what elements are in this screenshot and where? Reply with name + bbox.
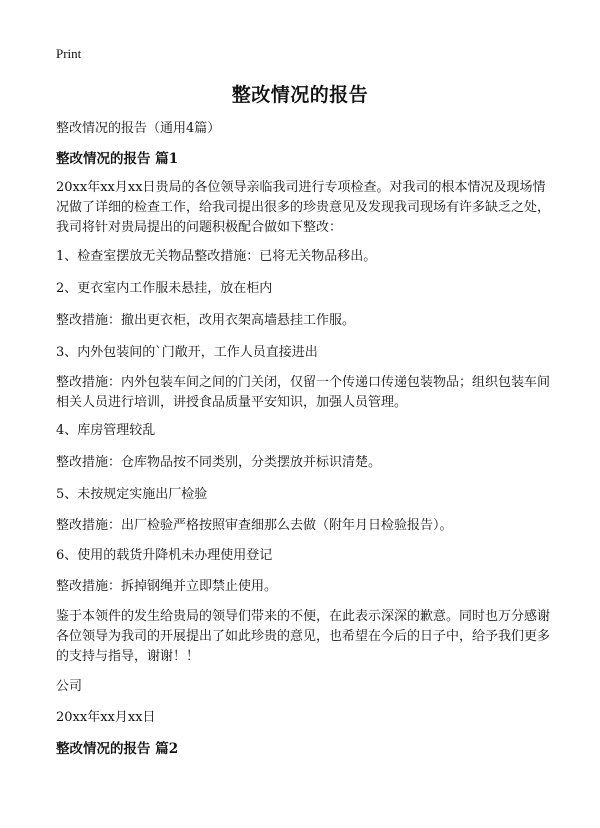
section-heading-1: 整改情况的报告 篇1 [56, 151, 179, 167]
closing-paragraph: 鉴于本领件的发生给贵局的领导们带来的不便，在此表示深深的歉意。同时也万分感谢各位领导为我司的开展提出了如此珍贵的意见，也希望在今后的日子中，给予我们更多的支持与指导，谢谢！！ [56, 609, 551, 664]
list-item-3: 3、内外包装间的`门敞开，工作人员直接进出 [56, 345, 318, 360]
document-subtitle: 整改情况的报告（通用4篇） [56, 121, 221, 136]
intro-paragraph: 20xx年xx月xx日贵局的各位领导亲临我司进行专项检查。对我司的根本情况及现场情况做了详细的检查工作，给我司提出很多的珍贵意见及发现我司现场有许多缺乏之处，我司将针对贵局提出的问题积极配合做如下整改： [56, 180, 551, 235]
page-title: 整改情况的报告 [231, 84, 369, 106]
print-link[interactable]: Print [56, 46, 82, 61]
measure-paragraph-2: 整改措施：撤出更衣柜，改用衣架高墙悬挂工作服。 [56, 313, 356, 328]
measure-paragraph-4: 整改措施：仓库物品按不同类别，分类摆放并标识清楚。 [56, 455, 382, 470]
list-item-2: 2、更衣室内工作服未悬挂，放在柜内 [56, 281, 273, 296]
date-line: 20xx年xx月xx日 [56, 710, 156, 725]
measure-paragraph-5: 整改措施：出厂检验严格按照审查细那么去做（附年月日检验报告）。 [56, 518, 453, 533]
section-heading-2: 整改情况的报告 篇2 [56, 741, 179, 757]
list-item-1: 1、检查室摆放无关物品整改措施：已将无关物品移出。 [56, 249, 377, 264]
measure-paragraph-3: 整改措施：内外包装车间之间的门关闭，仅留一个传递口传递包装物品；组织包装车间相关人员进行培训，讲授食品质量平安知识，加强人员管理。 [56, 375, 551, 410]
list-item-4: 4、库房管理较乱 [56, 423, 156, 438]
list-item-6: 6、使用的载货升降机未办理使用登记 [56, 548, 273, 563]
list-item-5: 5、未按规定实施出厂检验 [56, 487, 208, 502]
signature: 公司 [56, 679, 83, 694]
measure-paragraph-6: 整改措施：拆掉钢绳并立即禁止使用。 [56, 579, 278, 594]
